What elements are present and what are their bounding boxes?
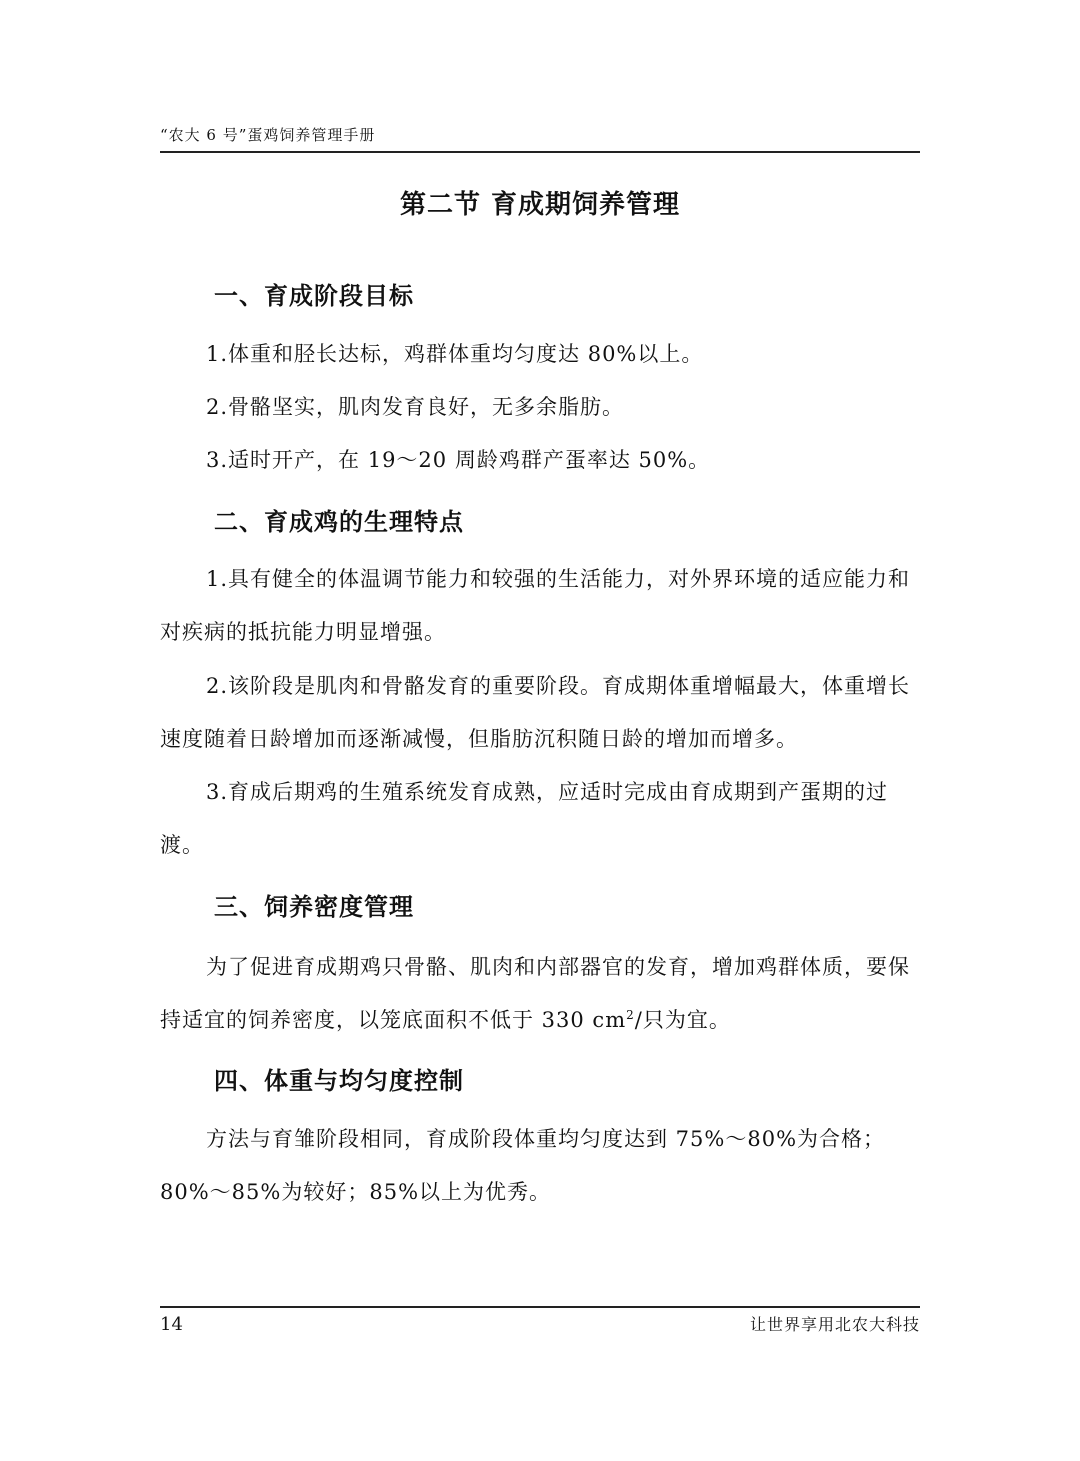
heading-physiology: 二、育成鸡的生理特点 [214, 508, 464, 536]
running-header: “农大 6 号”蛋鸡饲养管理手册 [160, 126, 376, 144]
paragraph-density [160, 941, 920, 1047]
paragraph: 2.该阶段是肌肉和骨骼发育的重要阶段。育成期体重增幅最大，体重增长速度随着日龄增加而逐渐减慢，但脂肪沉积随日龄的增加而增多。 [160, 674, 911, 751]
paragraph: 3.育成后期鸡的生殖系统发育成熟，应适时完成由育成期到产蛋期的过渡。 [160, 780, 889, 857]
paragraph: 1.体重和胫长达标，鸡群体重均匀度达 80%以上。 [206, 342, 704, 366]
footer-slogan: 让世界享用北农大科技 [749, 1315, 920, 1334]
paragraph: 2.骨骼坚实，肌肉发育良好，无多余脂肪。 [206, 395, 625, 419]
heading-training-goals: 一、育成阶段目标 [214, 282, 414, 310]
footer-divider [160, 1306, 920, 1308]
superscript: 2 [626, 1008, 635, 1022]
paragraph: 3.适时开产，在 19～20 周龄鸡群产蛋率达 50%。 [206, 448, 711, 472]
header-divider [160, 151, 920, 153]
section-title: 第二节 育成期饲养管理 [399, 190, 681, 220]
density-text-end: /只为宜。 [634, 1008, 731, 1032]
page-number: 14 [160, 1314, 183, 1335]
paragraph: 1.具有健全的体温调节能力和较强的生活能力，对外界环境的适应能力和对疾病的抵抗能力明显增强。 [160, 567, 911, 644]
heading-density: 三、饲养密度管理 [214, 893, 414, 921]
heading-weight-uniformity: 四、体重与均匀度控制 [214, 1067, 464, 1095]
paragraph: 方法与育雏阶段相同，育成阶段体重均匀度达到 75%～80%为合格；80%～85%为较好；85%以上为优秀。 [160, 1127, 886, 1204]
density-text: 为了促进育成期鸡只骨骼、肌肉和内部器官的发育，增加鸡群体质，要保持适宜的饲养密度，以笼底面积不低于 330 cm [160, 955, 910, 1032]
